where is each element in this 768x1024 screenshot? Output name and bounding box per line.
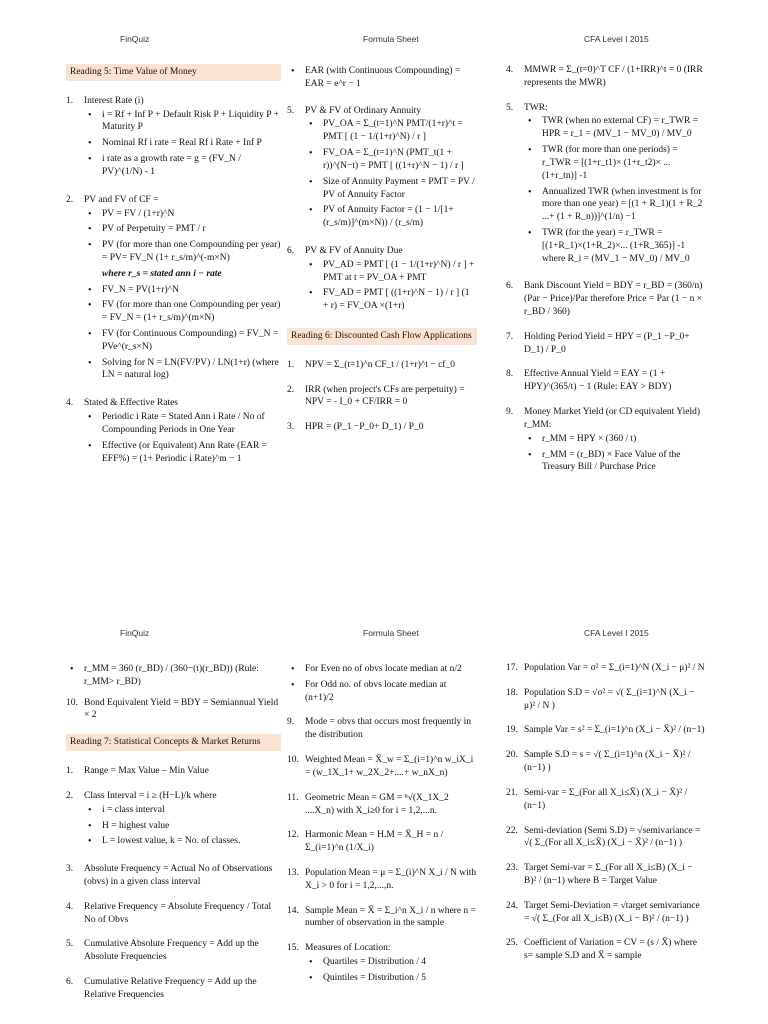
bullet: • FV_OA = Σ_(t=1)^N (PMT_t(1 + r))^(N−t) = PMT [ ((1+r)^N − 1) / r ]	[321, 147, 477, 173]
item-number: 19.	[506, 725, 518, 736]
bullet: • r_MM = HPY × (360 / t)	[540, 433, 706, 446]
item-text: Population S.D = √σ² = √( Σ_(i=1)^N (X_i − μ)² / N )	[524, 687, 695, 711]
item-text: Harmonic Mean = H.M = X̄_H = n / Σ_(i=1)^n (1/X_i)	[305, 830, 444, 854]
bullet: • i rate as a growth rate = g = (FV_N / PV)^(1/N) - 1	[100, 153, 281, 179]
item-text: Semi-deviation (Semi S.D) = √semivariance = √( Σ_(For all X_i≤X̄) (X_i − X̄)² / (n−1) )	[524, 825, 701, 849]
bullet: • L = lowest value, k = No. of classes.	[100, 835, 281, 848]
stated-rate-note: where r_s = stated ann i − rate	[102, 268, 222, 279]
formula-item	[66, 938, 281, 964]
header-title: Formula Sheet	[363, 628, 419, 638]
formula-item	[506, 406, 706, 477]
header-title: Formula Sheet	[363, 34, 419, 44]
formula-item	[287, 245, 477, 316]
bullet: • PV (for more than one Compounding per year) = PV= FV_N (1+ r_s/m)^(-m×N)	[100, 239, 281, 265]
bullet: • PV of Perpetuity = PMT / r	[100, 223, 281, 236]
item-text: Sample Var = s² = Σ_(i=1)^n (X_i − X̄)² / (n−1)	[524, 725, 705, 736]
item-text: Sample Mean = X̄ = Σ_i^n X_i / n where n = number of observation in the sample	[305, 905, 476, 929]
item-text: Absolute Frequency = Actual No of Observations (obvs) in a given class interval	[84, 864, 273, 887]
item-text: PV and FV of CF =	[84, 194, 159, 205]
item-number: 11.	[287, 792, 299, 803]
item-number: 10.	[66, 697, 78, 708]
bullet: • FV (for Continuous Compounding) = FV_N = PVe^(r_s×N)	[100, 328, 281, 354]
formula-item	[506, 862, 706, 888]
item-text: Bank Discount Yield = BDY = r_BD = (360/n)(Par − Price)/Par therefore Price = Par (1 − n × r_BD / 360)	[524, 281, 703, 317]
item-text: MMWR = Σ_(t=0)^T CF / (1+IRR)^t = 0 (IRR represents the MWR)	[524, 65, 703, 88]
item-number: 8.	[506, 369, 514, 380]
reading-heading: Reading 5: Time Value of Money	[66, 64, 281, 81]
item-text: Measures of Location:	[305, 943, 391, 954]
formula-item	[66, 697, 281, 723]
item-text: IRR (when project's CFs are perpetuity) = NPV = - I_0 + CF/IRR = 0	[305, 384, 465, 408]
item-text: Population Mean = μ = Σ_(i)^N X_i / N with X_i > 0 for i = 1,2,...,n.	[305, 867, 477, 891]
item-number: 2.	[66, 790, 74, 801]
formula-item	[287, 792, 477, 818]
item-number: 2.	[66, 194, 74, 205]
formula-item	[287, 105, 477, 233]
bullet: • Size of Annuity Payment = PMT = PV / PV of Annuity Factor	[321, 176, 477, 202]
header-level: CFA Level I 2015	[584, 628, 649, 638]
bullet: • TWR (for the year) = r_TWR = [(1+R_1)×(1+R_2)×... (1+R_365)] -1 where R_i = (MV_1 − MV_0) / MV_0	[540, 227, 706, 265]
formula-item	[66, 194, 281, 386]
item-number: 2.	[287, 384, 295, 395]
column-1	[66, 64, 281, 480]
item-text: Cumulative Absolute Frequency = Add up the Absolute Frequencies	[84, 939, 259, 963]
bullet: • FV (for more than one Compounding per year) = FV_N = (1+ r_s/m)^(m×N)	[100, 299, 281, 325]
item-text: Mode = obvs that occurs most frequently in the distribution	[305, 717, 472, 741]
formula-item	[506, 937, 706, 963]
item-number: 4.	[66, 398, 74, 409]
bullet: • TWR (when no external CF) = r_TWR = HPR = r_1 = (MV_1 − MV_0) / MV_0	[540, 115, 706, 141]
formula-item	[506, 280, 706, 318]
bullet: • Solving for N = LN(FV/PV) / LN(1+r) (where LN = natural log)	[100, 357, 281, 383]
bullet: • TWR (for more than one periods) = r_TWR = [(1+r_t1)× (1+r_t2)× ... (1+r_tn)] -1	[540, 144, 706, 182]
item-number: 1.	[287, 359, 295, 370]
item-number: 23.	[506, 863, 518, 874]
formula-item	[66, 95, 281, 182]
bullet: • PV_OA = Σ_(t=1)^N PMT/(1+r)^t = PMT [ (1 − 1/(1+r)^N) / r ]	[321, 118, 477, 144]
item-text: Stated & Effective Rates	[84, 398, 179, 409]
item-number: 17.	[506, 663, 518, 673]
item-number: 6.	[287, 245, 295, 256]
formula-item	[287, 754, 477, 780]
bullet: • Annualized TWR (when investment is for more than one year) = [(1 + R_1)(1 + R_2 ...+ (1 + R_n))]^(1/n) −1	[540, 186, 706, 224]
bullet: • For Odd no. of obvs locate median at (n+1)/2	[303, 679, 477, 705]
item-number: 1.	[66, 766, 74, 777]
bullet: • PV_AD = PMT [ (1 − 1/(1+r)^N) / r ] + PMT at t = PV_OA + PMT	[321, 259, 477, 285]
item-number: 5.	[66, 939, 74, 950]
header-level: CFA Level I 2015	[584, 34, 649, 44]
bullet: • Quintiles = Distribution / 5	[321, 972, 477, 985]
item-text: Sample S.D = s = √( Σ_(i=1)^n (X_i − X̄)² / (n−1) )	[524, 750, 691, 774]
formula-item	[287, 829, 477, 855]
bullet: • r_MM = (r_BD) × Face Value of the Treasury Bill / Purchase Price	[540, 449, 706, 475]
column-2	[287, 64, 477, 446]
item-number: 5.	[287, 105, 295, 116]
item-text: Bond Equivalent Yield = BDY = Semiannual Yield × 2	[84, 697, 279, 721]
formula-item	[506, 331, 706, 357]
item-number: 14.	[287, 905, 299, 916]
column-3	[506, 662, 706, 975]
formula-item	[66, 976, 281, 1002]
item-number: 20.	[506, 750, 518, 761]
header-brand: FinQuiz	[120, 34, 150, 44]
reading-heading: Reading 7: Statistical Concepts & Market Returns	[66, 734, 281, 751]
bullet: • i = class interval	[100, 804, 281, 817]
bullet-rmm: • r_MM = 360 (r_BD) / (360−(t)(r_BD)) (Rule: r_MM> r_BD)	[82, 663, 281, 689]
item-text: Population Var = σ² = Σ_(i=1)^N (X_i − μ)² / N	[524, 663, 705, 673]
item-text: Interest Rate (i)	[84, 95, 144, 106]
formula-item	[287, 905, 477, 931]
item-number: 3.	[66, 864, 74, 875]
formula-item	[506, 724, 706, 737]
reading-heading: Reading 6: Discounted Cash Flow Applications	[287, 328, 477, 345]
item-number: 12.	[287, 830, 299, 841]
formula-item	[287, 384, 477, 410]
formula-item	[66, 863, 281, 889]
item-text: Cumulative Relative Frequency = Add up the Relative Frequencies	[84, 977, 257, 1000]
bullet: • Quartiles = Distribution / 4	[321, 956, 477, 969]
bullet-ear: • EAR (with Continuous Compounding) = EAR = e^r − 1	[303, 65, 477, 91]
item-number: 4.	[506, 65, 514, 75]
formula-item	[66, 397, 281, 468]
item-number: 22.	[506, 825, 518, 836]
formula-item	[287, 942, 477, 987]
bullet: • i = Rf + Inf P + Default Risk P + Liquidity P + Maturity P	[100, 109, 281, 135]
formula-item	[287, 359, 477, 372]
formula-item	[287, 421, 477, 434]
formula-item	[66, 901, 281, 927]
item-text: Class Interval = i ≥ (H−L)/k where	[84, 790, 217, 801]
bullet: • Periodic i Rate = Stated Ann i Rate / No of Compounding Periods in One Year	[100, 411, 281, 437]
item-number: 9.	[506, 407, 514, 418]
item-text: Target Semi-var = Σ_(For all X_i≤B) (X_i − B)² / (n−1) where B = Target Value	[524, 863, 693, 886]
formula-item	[506, 687, 706, 713]
item-number: 15.	[287, 943, 299, 954]
item-number: 24.	[506, 900, 518, 911]
item-number: 7.	[506, 331, 514, 342]
item-number: 18.	[506, 687, 518, 698]
item-text: Geometric Mean = GM = ⁿ√(X_1X_2 ....X_n) with X_i≥0 for i = 1,2,...n.	[305, 792, 449, 816]
formula-item	[287, 716, 477, 742]
bullet: • Effective (or Equivalent) Ann Rate (EAR = EFF%) = (1+ Periodic i Rate)^m − 1	[100, 440, 281, 466]
page-header	[0, 628, 768, 642]
bullet: • Nominal Rf i rate = Real Rf i Rate + Inf P	[100, 137, 281, 150]
formula-item	[506, 102, 706, 269]
page-bottom	[0, 620, 768, 1024]
item-text: Weighted Mean = X̄_w = Σ_(i=1)^n w_iX_i = (w_1X_1+ w_2X_2+....+ w_nX_n)	[305, 755, 474, 778]
item-text: Coefficient of Variation = CV = (s / X̄) where s= sample S.D and X̄ = sample	[524, 938, 697, 962]
formula-item	[506, 368, 706, 394]
item-number: 4.	[66, 901, 74, 912]
column-2	[287, 662, 477, 1000]
item-text: NPV = Σ_(t=1)^n CF_t / (1+r)^t − cf_0	[305, 359, 455, 370]
formula-item	[506, 787, 706, 813]
column-3	[506, 64, 706, 489]
item-number: 10.	[287, 755, 299, 766]
bullet: • H = highest value	[100, 820, 281, 833]
formula-item	[506, 900, 706, 926]
formula-item	[287, 867, 477, 893]
item-text: PV & FV of Ordinary Annuity	[305, 105, 422, 116]
item-text: Semi-var = Σ_(For all X_i≤X̄) (X_i − X̄)² / (n−1)	[524, 787, 688, 811]
item-text: TWR:	[524, 102, 548, 113]
item-number: 13.	[287, 867, 299, 878]
formula-item	[506, 749, 706, 775]
formula-item	[506, 825, 706, 851]
formula-item	[506, 64, 706, 90]
item-number: 6.	[66, 977, 74, 987]
header-brand: FinQuiz	[120, 628, 150, 638]
item-text: Relative Frequency = Absolute Frequency / Total No of Obvs	[84, 901, 272, 925]
item-number: 3.	[287, 422, 295, 433]
item-text: Target Semi-Deviation = √target semivariance = √( Σ_(For all X_i≤B) (X_i − B)² / (n−1) )	[524, 900, 700, 924]
item-text: Money Market Yield (or CD equivalent Yield) r_MM:	[524, 407, 701, 430]
item-number: 6.	[506, 281, 514, 292]
item-number: 21.	[506, 787, 518, 798]
bullet: • PV = FV / (1+r)^N	[100, 208, 281, 221]
bullet: • PV of Annuity Factor = (1 − 1/[1+(r_s/m)]^(m×N)) / (r_s/m)	[321, 204, 477, 230]
bullet: • FV_N = PV(1+r)^N	[100, 284, 281, 297]
formula-item	[66, 790, 281, 851]
item-text: Effective Annual Yield = EAY = (1 + HPY)^(365/t) − 1 (Rule: EAY > BDY)	[524, 369, 672, 393]
item-number: 5.	[506, 102, 514, 113]
item-number: 25.	[506, 938, 518, 949]
item-text: PV & FV of Annuity Due	[305, 245, 403, 256]
item-number: 1.	[66, 95, 74, 106]
item-number: 9.	[287, 717, 295, 728]
item-text: HPR = (P_1 −P_0+ D_1) / P_0	[305, 422, 424, 433]
item-text: Holding Period Yield = HPY = (P_1 −P_0+ D_1) / P_0	[524, 331, 690, 355]
bullet: • FV_AD = PMT [ ((1+r)^N − 1) / r ] (1 + r) = FV_OA ×(1+r)	[321, 287, 477, 313]
item-text: Range = Max Value – Min Value	[84, 766, 209, 777]
page-header	[0, 34, 768, 48]
bullet: • For Even no of obvs locate median at n/2	[303, 663, 477, 676]
formula-item	[66, 765, 281, 778]
formula-item	[506, 662, 706, 675]
column-1	[66, 662, 281, 1014]
